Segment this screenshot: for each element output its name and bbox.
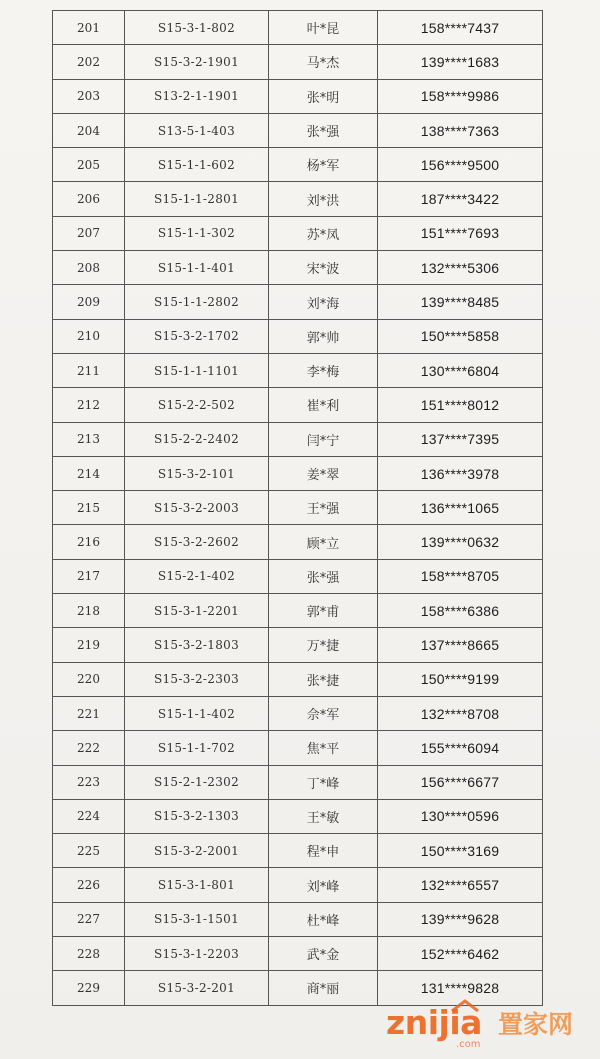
- table-row: [53, 456, 543, 490]
- table-row: [53, 79, 543, 113]
- table-row: [53, 45, 543, 79]
- resident-name-cell: 张*明: [269, 79, 378, 113]
- resident-name-cell: 马*杰: [269, 45, 378, 79]
- row-number-cell: 214: [53, 456, 125, 490]
- row-number-cell: 222: [53, 731, 125, 765]
- phone-number-cell: 139****8485: [378, 285, 543, 319]
- phone-number-cell: 132****5306: [378, 251, 543, 285]
- phone-number-cell: 137****7395: [378, 422, 543, 456]
- phone-number-cell: 136****3978: [378, 456, 543, 490]
- table-row: [53, 148, 543, 182]
- room-number-cell: S15-1-1-2802: [125, 285, 269, 319]
- row-number-cell: 211: [53, 353, 125, 387]
- resident-name-cell: 郭*甫: [269, 594, 378, 628]
- phone-number-cell: 155****6094: [378, 731, 543, 765]
- row-number-cell: 210: [53, 319, 125, 353]
- phone-number-cell: 156****9500: [378, 148, 543, 182]
- table-row: [53, 285, 543, 319]
- room-number-cell: S15-3-2-1702: [125, 319, 269, 353]
- room-number-cell: S15-3-1-2201: [125, 594, 269, 628]
- room-number-cell: S15-2-2-502: [125, 388, 269, 422]
- row-number-cell: 224: [53, 799, 125, 833]
- row-number-cell: 216: [53, 525, 125, 559]
- row-number-cell: 225: [53, 834, 125, 868]
- room-number-cell: S15-2-2-2402: [125, 422, 269, 456]
- row-number-cell: 212: [53, 388, 125, 422]
- row-number-cell: 209: [53, 285, 125, 319]
- room-number-cell: S15-1-1-402: [125, 696, 269, 730]
- row-number-cell: 221: [53, 696, 125, 730]
- resident-name-cell: 商*丽: [269, 971, 378, 1005]
- resident-name-cell: 姜*翠: [269, 456, 378, 490]
- resident-name-cell: 闫*宁: [269, 422, 378, 456]
- row-number-cell: 219: [53, 628, 125, 662]
- room-number-cell: S15-2-1-2302: [125, 765, 269, 799]
- room-number-cell: S15-2-1-402: [125, 559, 269, 593]
- resident-name-cell: 苏*凤: [269, 216, 378, 250]
- room-number-cell: S15-1-1-401: [125, 251, 269, 285]
- room-number-cell: S15-3-2-2303: [125, 662, 269, 696]
- room-number-cell: S15-1-1-302: [125, 216, 269, 250]
- table-row: [53, 594, 543, 628]
- room-number-cell: S15-3-2-1303: [125, 799, 269, 833]
- row-number-cell: 204: [53, 113, 125, 147]
- phone-number-cell: 158****8705: [378, 559, 543, 593]
- room-number-cell: S15-3-2-1901: [125, 45, 269, 79]
- phone-number-cell: 158****6386: [378, 594, 543, 628]
- table-row: [53, 388, 543, 422]
- resident-name-cell: 丁*峰: [269, 765, 378, 799]
- room-number-cell: S15-3-1-2203: [125, 937, 269, 971]
- table-row: [53, 662, 543, 696]
- row-number-cell: 213: [53, 422, 125, 456]
- room-number-cell: S15-1-1-702: [125, 731, 269, 765]
- phone-number-cell: 139****1683: [378, 45, 543, 79]
- room-number-cell: S15-3-1-1501: [125, 902, 269, 936]
- table-row: [53, 491, 543, 525]
- phone-number-cell: 136****1065: [378, 491, 543, 525]
- table-row: [53, 11, 543, 45]
- table-row: [53, 182, 543, 216]
- room-number-cell: S15-1-1-2801: [125, 182, 269, 216]
- resident-name-cell: 张*捷: [269, 662, 378, 696]
- resident-name-cell: 武*金: [269, 937, 378, 971]
- room-number-cell: S15-3-1-802: [125, 11, 269, 45]
- watermark-domain-suffix: .com: [456, 1039, 481, 1050]
- resident-name-cell: 崔*利: [269, 388, 378, 422]
- resident-name-cell: 宋*波: [269, 251, 378, 285]
- table-row: [53, 525, 543, 559]
- row-number-cell: 217: [53, 559, 125, 593]
- room-number-cell: S15-3-2-2001: [125, 834, 269, 868]
- resident-name-cell: 王*强: [269, 491, 378, 525]
- row-number-cell: 206: [53, 182, 125, 216]
- residents-table: [52, 10, 543, 1006]
- table-row: [53, 937, 543, 971]
- phone-number-cell: 156****6677: [378, 765, 543, 799]
- table-row: [53, 971, 543, 1005]
- resident-name-cell: 郭*帅: [269, 319, 378, 353]
- row-number-cell: 226: [53, 868, 125, 902]
- resident-name-cell: 叶*昆: [269, 11, 378, 45]
- room-number-cell: S15-1-1-602: [125, 148, 269, 182]
- resident-name-cell: 李*梅: [269, 353, 378, 387]
- room-number-cell: S15-3-1-801: [125, 868, 269, 902]
- resident-name-cell: 张*强: [269, 559, 378, 593]
- room-number-cell: S15-3-2-1803: [125, 628, 269, 662]
- row-number-cell: 228: [53, 937, 125, 971]
- watermark-logo-text: znijia: [386, 1003, 482, 1042]
- phone-number-cell: 150****9199: [378, 662, 543, 696]
- table-row: [53, 799, 543, 833]
- resident-name-cell: 顾*立: [269, 525, 378, 559]
- row-number-cell: 223: [53, 765, 125, 799]
- row-number-cell: 215: [53, 491, 125, 525]
- row-number-cell: 220: [53, 662, 125, 696]
- row-number-cell: 227: [53, 902, 125, 936]
- resident-name-cell: 刘*峰: [269, 868, 378, 902]
- resident-name-cell: 刘*洪: [269, 182, 378, 216]
- row-number-cell: 202: [53, 45, 125, 79]
- room-number-cell: S13-5-1-403: [125, 113, 269, 147]
- room-number-cell: S13-2-1-1901: [125, 79, 269, 113]
- resident-name-cell: 杜*峰: [269, 902, 378, 936]
- row-number-cell: 207: [53, 216, 125, 250]
- table-row: [53, 422, 543, 456]
- phone-number-cell: 187****3422: [378, 182, 543, 216]
- phone-number-cell: 151****7693: [378, 216, 543, 250]
- phone-number-cell: 150****3169: [378, 834, 543, 868]
- residents-table-body: [53, 11, 543, 1006]
- phone-number-cell: 139****9628: [378, 902, 543, 936]
- phone-number-cell: 150****5858: [378, 319, 543, 353]
- resident-name-cell: 焦*平: [269, 731, 378, 765]
- phone-number-cell: 130****0596: [378, 799, 543, 833]
- room-number-cell: S15-3-2-2003: [125, 491, 269, 525]
- resident-name-cell: 王*敏: [269, 799, 378, 833]
- room-number-cell: S15-3-2-2602: [125, 525, 269, 559]
- row-number-cell: 203: [53, 79, 125, 113]
- room-number-cell: S15-1-1-1101: [125, 353, 269, 387]
- row-number-cell: 229: [53, 971, 125, 1005]
- room-number-cell: S15-3-2-201: [125, 971, 269, 1005]
- site-watermark: [386, 1003, 586, 1051]
- watermark-cn-text: 置家网: [498, 1010, 574, 1039]
- phone-number-cell: 138****7363: [378, 113, 543, 147]
- table-row: [53, 902, 543, 936]
- table-row: [53, 319, 543, 353]
- phone-number-cell: 158****7437: [378, 11, 543, 45]
- resident-name-cell: 程*申: [269, 834, 378, 868]
- resident-name-cell: 刘*海: [269, 285, 378, 319]
- phone-number-cell: 132****8708: [378, 696, 543, 730]
- phone-number-cell: 132****6557: [378, 868, 543, 902]
- table-row: [53, 353, 543, 387]
- phone-number-cell: 158****9986: [378, 79, 543, 113]
- resident-name-cell: 杨*军: [269, 148, 378, 182]
- resident-name-cell: 佘*军: [269, 696, 378, 730]
- room-number-cell: S15-3-2-101: [125, 456, 269, 490]
- phone-number-cell: 137****8665: [378, 628, 543, 662]
- row-number-cell: 205: [53, 148, 125, 182]
- table-row: [53, 216, 543, 250]
- row-number-cell: 201: [53, 11, 125, 45]
- row-number-cell: 218: [53, 594, 125, 628]
- table-row: [53, 868, 543, 902]
- table-row: [53, 628, 543, 662]
- phone-number-cell: 131****9828: [378, 971, 543, 1005]
- table-row: [53, 559, 543, 593]
- table-row: [53, 113, 543, 147]
- table-row: [53, 834, 543, 868]
- table-row: [53, 731, 543, 765]
- table-row: [53, 251, 543, 285]
- table-row: [53, 765, 543, 799]
- phone-number-cell: 130****6804: [378, 353, 543, 387]
- phone-number-cell: 139****0632: [378, 525, 543, 559]
- table-row: [53, 696, 543, 730]
- resident-name-cell: 张*强: [269, 113, 378, 147]
- phone-number-cell: 151****8012: [378, 388, 543, 422]
- phone-number-cell: 152****6462: [378, 937, 543, 971]
- resident-name-cell: 万*捷: [269, 628, 378, 662]
- row-number-cell: 208: [53, 251, 125, 285]
